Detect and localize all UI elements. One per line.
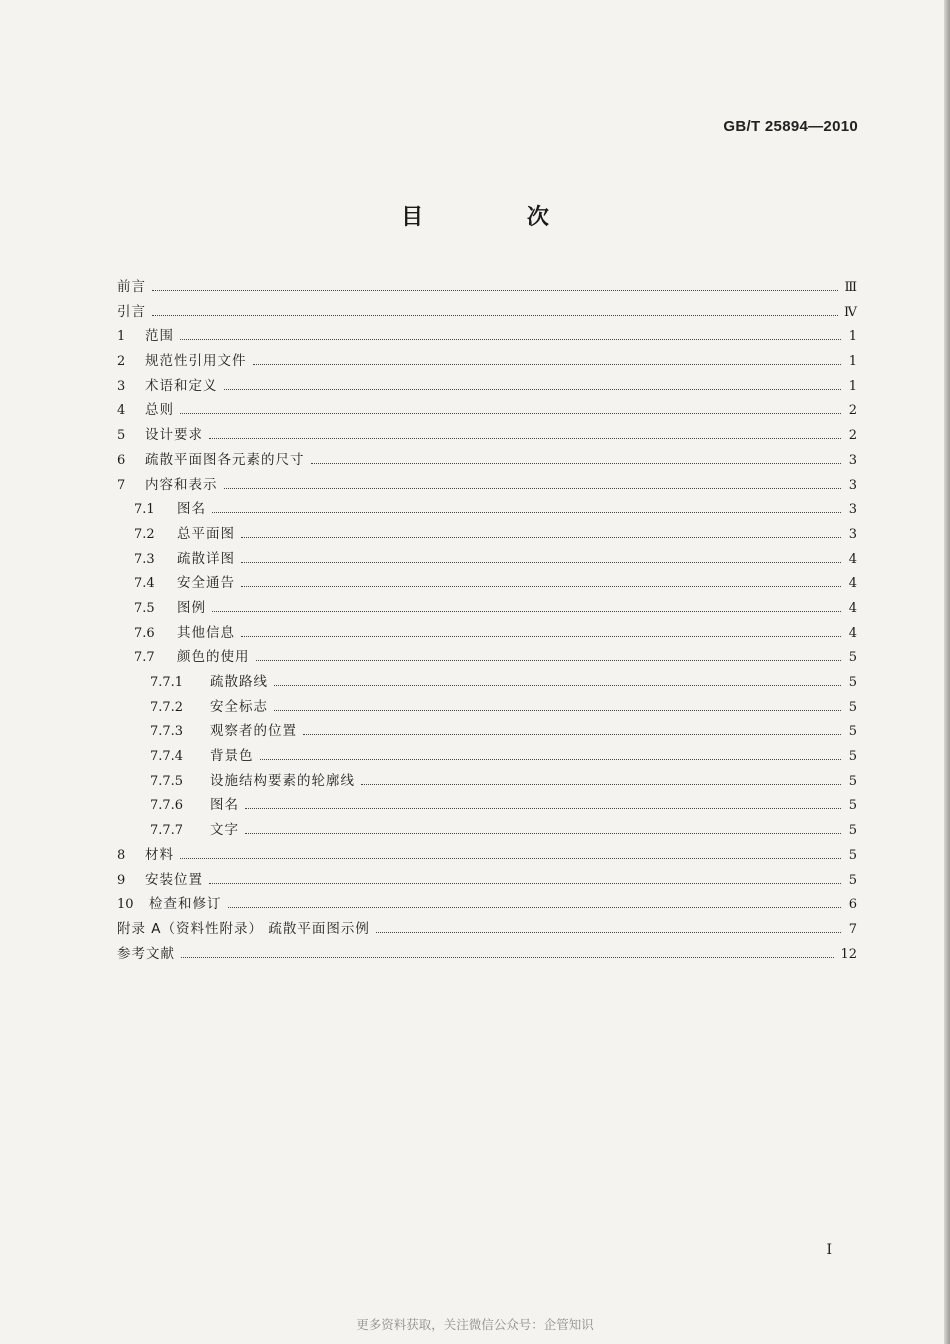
toc-entry-number: 7.7.7 (150, 823, 184, 839)
dot-leader (241, 536, 841, 538)
toc-entry[interactable] (117, 744, 857, 769)
toc-entry-page: Ⅲ (844, 280, 857, 295)
toc-entry-label: 疏散详图 (177, 550, 235, 567)
toc-entry-page: 3 (848, 502, 857, 518)
toc-entry[interactable] (117, 547, 857, 572)
page-title: 目 次 (401, 205, 597, 230)
toc-entry-number: 9 (117, 872, 126, 888)
toc-entry-label: 观察者的位置 (210, 723, 297, 740)
toc-entry-page: Ⅳ (844, 304, 857, 320)
dot-leader (152, 289, 838, 291)
toc-entry-label: 图名 (210, 797, 239, 814)
toc-entry-page: 4 (848, 551, 857, 567)
toc-entry-page: 4 (848, 576, 857, 592)
toc-entry-label: 安全标志 (210, 698, 268, 715)
dot-leader (253, 363, 842, 365)
toc-entry-number: 8 (117, 847, 126, 863)
toc-entry-label: 总则 (145, 402, 174, 419)
toc-entry-label: 规范性引用文件 (145, 353, 247, 370)
toc-entry[interactable] (117, 645, 857, 670)
dot-leader (256, 659, 842, 661)
dot-leader (376, 931, 841, 933)
toc-entry-page: 1 (848, 378, 857, 394)
dot-leader (260, 758, 842, 760)
toc-entry-label: 疏散平面图各元素的尺寸 (145, 451, 305, 468)
toc-entry-number: 4 (117, 403, 126, 419)
dot-leader (212, 511, 841, 513)
toc-entry-label: 术语和定义 (145, 377, 218, 394)
toc-entry-label: 图例 (177, 599, 206, 616)
dot-leader (209, 882, 841, 884)
dot-leader (228, 906, 842, 908)
toc-entry-page: 5 (848, 699, 857, 715)
toc-entry-page: 6 (848, 897, 857, 913)
toc-entry[interactable] (117, 818, 857, 843)
toc-entry-number: 10 (117, 897, 134, 913)
toc-entry-label: 颜色的使用 (177, 649, 250, 666)
dot-leader (303, 733, 841, 735)
toc-entry[interactable] (117, 324, 857, 349)
toc-entry-page: 5 (848, 773, 857, 789)
dot-leader (209, 437, 841, 439)
toc-entry[interactable] (117, 670, 857, 695)
toc-entry[interactable] (117, 621, 857, 646)
toc-entry-label: 附录 A（资料性附录） 疏散平面图示例 (117, 920, 370, 937)
table-of-contents (117, 275, 857, 966)
toc-entry[interactable] (117, 695, 857, 720)
toc-entry-number: 7.2 (134, 526, 155, 542)
toc-entry-label: 引言 (117, 303, 146, 320)
toc-entry[interactable] (117, 522, 857, 547)
toc-entry-label: 文字 (210, 822, 239, 839)
dot-leader (361, 783, 841, 785)
dot-leader (212, 610, 841, 612)
toc-entry-number: 2 (117, 354, 126, 370)
toc-entry-label: 前言 (117, 279, 146, 295)
toc-entry-number: 7.1 (134, 502, 155, 518)
toc-entry-label: 疏散路线 (210, 674, 268, 690)
toc-entry-page: 5 (848, 823, 857, 839)
toc-entry-label: 范围 (145, 328, 174, 345)
toc-entry-label: 设施结构要素的轮廓线 (210, 772, 355, 789)
toc-entry-label: 检查和修订 (149, 896, 222, 913)
toc-entry-page: 5 (848, 724, 857, 740)
dot-leader (274, 684, 841, 686)
toc-entry[interactable] (117, 374, 857, 399)
dot-leader (224, 388, 842, 390)
toc-entry[interactable] (117, 843, 857, 868)
dot-leader (274, 709, 841, 711)
toc-entry-number: 5 (117, 428, 126, 444)
toc-entry-page: 5 (848, 872, 857, 888)
dot-leader (180, 338, 841, 340)
dot-leader (152, 314, 838, 316)
toc-entry-number: 7.7.6 (150, 798, 184, 814)
toc-entry-number: 7.7.4 (150, 749, 184, 765)
toc-entry-number: 7.4 (134, 576, 155, 592)
toc-entry-page: 5 (848, 650, 857, 666)
dot-leader (241, 585, 841, 587)
toc-entry[interactable] (117, 793, 857, 818)
toc-entry-page: 1 (848, 354, 857, 370)
toc-entry-number: 6 (117, 452, 126, 468)
toc-entry-page: 3 (848, 477, 857, 493)
toc-entry[interactable] (117, 942, 857, 967)
toc-entry[interactable] (117, 497, 857, 522)
toc-entry[interactable] (117, 473, 857, 498)
toc-entry[interactable] (117, 769, 857, 794)
toc-entry[interactable] (117, 719, 857, 744)
toc-entry-label: 内容和表示 (145, 476, 218, 493)
toc-entry-label: 安全通告 (177, 575, 235, 592)
dot-leader (180, 412, 841, 414)
toc-entry-page: 7 (848, 921, 857, 937)
dot-leader (241, 561, 841, 563)
toc-entry-number: 7.7 (134, 650, 155, 666)
toc-entry-page: 3 (848, 452, 857, 468)
toc-entry-page: 12 (840, 946, 857, 962)
toc-entry[interactable] (117, 398, 857, 423)
toc-entry-label: 设计要求 (145, 427, 203, 444)
toc-entry-page: 5 (848, 847, 857, 863)
toc-entry-number: 7.7.2 (150, 699, 184, 715)
dot-leader (245, 832, 841, 834)
toc-entry-number: 7.7.1 (150, 675, 184, 690)
toc-entry[interactable] (117, 917, 857, 942)
dot-leader (181, 956, 834, 958)
toc-entry[interactable] (117, 448, 857, 473)
toc-entry[interactable] (117, 423, 857, 448)
toc-entry[interactable] (117, 300, 857, 325)
toc-entry-label: 背景色 (210, 748, 254, 765)
toc-entry[interactable] (117, 868, 857, 893)
toc-entry-label: 总平面图 (177, 525, 235, 542)
toc-entry-label: 材料 (145, 846, 174, 863)
page-number: I (826, 1242, 832, 1258)
toc-entry-page: 4 (848, 600, 857, 616)
toc-entry-page: 1 (848, 329, 857, 345)
toc-entry-page: 5 (848, 798, 857, 814)
toc-entry-label: 图名 (177, 501, 206, 518)
toc-entry-page: 3 (848, 526, 857, 542)
dot-leader (224, 487, 842, 489)
toc-entry-label: 安装位置 (145, 871, 203, 888)
toc-entry-number: 1 (117, 329, 126, 345)
footer-note: 更多资料获取，关注微信公众号：企管知识 (356, 1317, 594, 1332)
toc-entry[interactable] (117, 571, 857, 596)
toc-entry[interactable] (117, 349, 857, 374)
toc-entry-number: 7.5 (134, 600, 155, 616)
toc-entry-number: 7.7.3 (150, 724, 184, 740)
dot-leader (311, 462, 842, 464)
toc-entry-number: 7.7.5 (150, 773, 184, 789)
toc-entry-page: 2 (848, 428, 857, 444)
toc-entry[interactable] (117, 892, 857, 917)
toc-entry-page: 5 (848, 749, 857, 765)
toc-entry-page: 4 (848, 625, 857, 641)
toc-entry-page: 2 (848, 403, 857, 419)
dot-leader (241, 635, 841, 637)
toc-entry-label: 其他信息 (177, 624, 235, 641)
standard-code: GB/T 25894—2010 (723, 118, 858, 135)
toc-entry-page: 5 (848, 675, 857, 690)
dot-leader (180, 857, 841, 859)
toc-entry-number: 3 (117, 378, 126, 394)
toc-entry[interactable] (117, 275, 857, 300)
toc-entry-number: 7 (117, 477, 126, 493)
toc-entry-number: 7.6 (134, 625, 155, 641)
toc-entry-number: 7.3 (134, 551, 155, 567)
dot-leader (245, 807, 841, 809)
toc-entry-label: 参考文献 (117, 945, 175, 962)
toc-entry[interactable] (117, 596, 857, 621)
